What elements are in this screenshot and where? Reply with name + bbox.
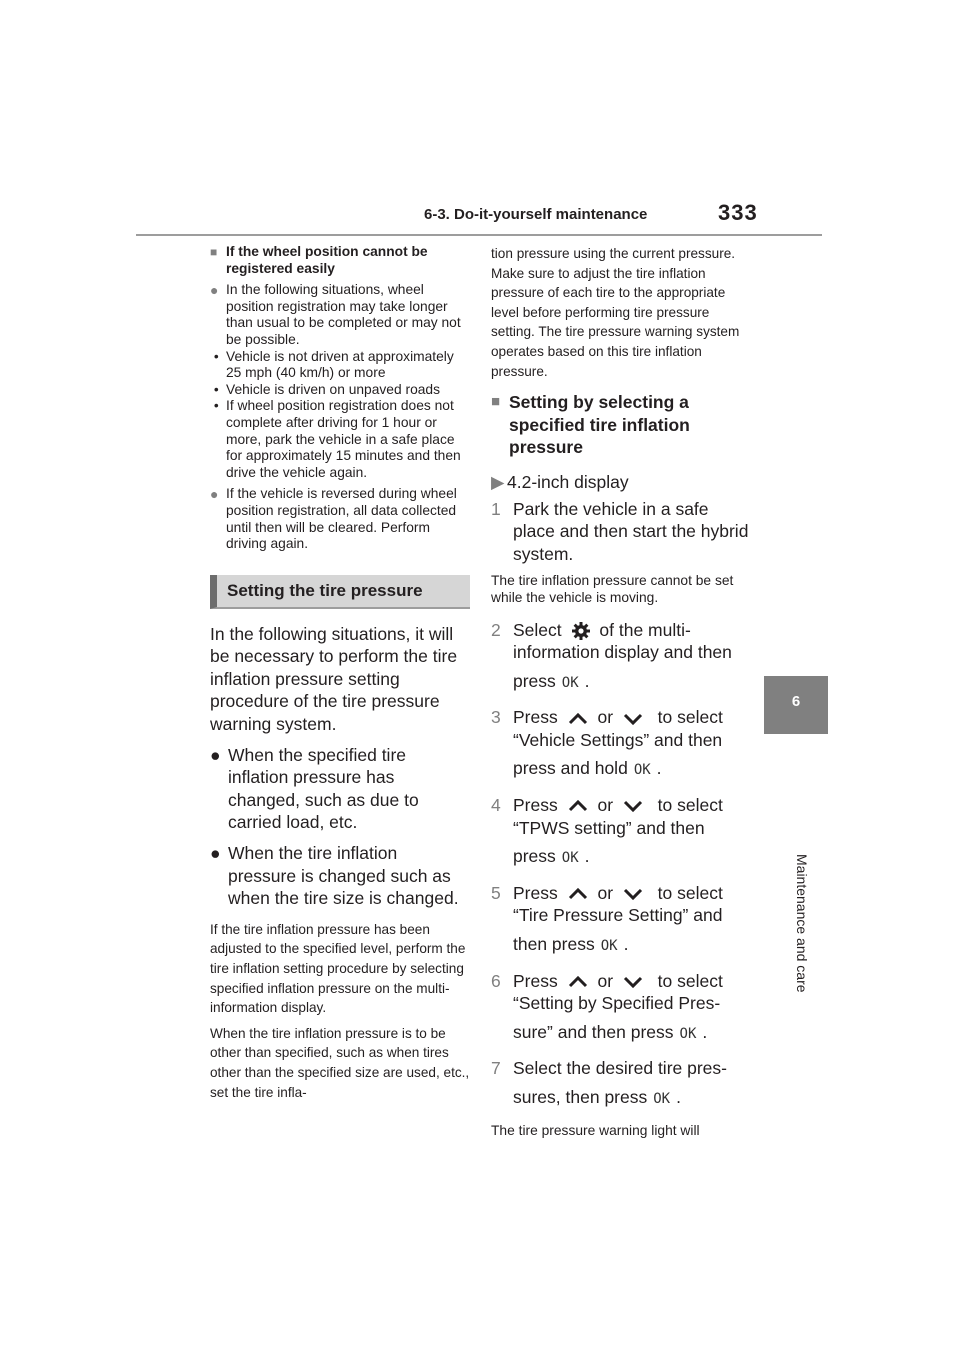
section-title: 6-3. Do-it-yourself maintenance	[424, 206, 648, 223]
ok-button-icon: OK	[561, 850, 579, 867]
filled-dot-icon: ●	[210, 843, 221, 864]
list-item: ● In the following situations, wheel position registration may take longer than usual to be completed or may not be possible.	[210, 282, 461, 347]
ok-button-icon: OK	[653, 1091, 671, 1107]
step-7: 7 Select the desired tire pres- sures, then press OK .	[491, 1058, 727, 1107]
ok-button-icon: OK	[600, 938, 618, 955]
section-heading: Setting the tire pressure	[210, 575, 470, 609]
circle-bullet-icon: ●	[210, 486, 219, 503]
chevron-down-icon	[622, 799, 644, 813]
chevron-up-icon	[567, 799, 589, 813]
square-marker-icon: ■	[491, 393, 501, 411]
note-paragraph: When the tire inflation pressure is to be other than specified, such as when tires other than the specified size are used, etc., set the tire infla-	[210, 1025, 470, 1100]
circle-bullet-icon: ●	[210, 282, 219, 299]
list-item: • If wheel position registration does not complete after driving for 1 hour or more, park the vehicle in a safe place for approximately 15 minutes and then drive the vehicle again.	[210, 398, 461, 480]
ok-button-icon: OK	[561, 674, 579, 691]
step-3: 3 Press or to select “Vehicle Settings” and then press and hold OK .	[491, 707, 723, 779]
step-5: 5 Press or to select “Tire Pressure Setting” and then press OK .	[491, 882, 723, 955]
list-item: ● When the tire inflation pressure is changed such as when the tire size is changed.	[210, 843, 459, 909]
chapter-label: Maintenance and care	[794, 854, 810, 993]
ok-button-icon: OK	[633, 762, 651, 779]
chevron-up-icon	[567, 887, 589, 901]
page-number: 333	[718, 200, 758, 225]
chevron-up-icon	[567, 975, 589, 989]
ok-button-icon: OK	[679, 1025, 697, 1042]
chevron-up-icon	[567, 712, 589, 726]
list-item: • Vehicle is not driven at approximately 25 mph (40 km/h) or more	[210, 348, 454, 381]
right-column	[491, 244, 755, 1139]
chevron-down-icon	[622, 975, 644, 989]
subheading: ■ Setting by selecting a specified tire inflation pressure	[491, 392, 690, 458]
filled-dot-icon: ●	[210, 744, 221, 765]
chapter-tab: 6	[764, 676, 828, 734]
intro-paragraph: In the following situations, it will be necessary to perform the tire inflation pressure setting procedure of the tire pressure warning system.	[210, 623, 458, 735]
list-item: • Vehicle is driven on unpaved roads	[210, 381, 440, 397]
chevron-down-icon	[622, 887, 644, 901]
header-rule	[136, 234, 822, 236]
dot-bullet-icon: •	[210, 398, 219, 414]
display-label: ▶ 4.2-inch display	[491, 471, 629, 492]
triangle-bullet-icon: ▶	[491, 471, 505, 492]
subheading: ■ If the wheel position cannot be registered easily	[210, 244, 428, 276]
square-marker-icon: ■	[210, 245, 218, 259]
step-2: 2 Select of the multi-information display and then press OK .	[491, 619, 732, 691]
step-1: 1 Park the vehicle in a safe place and then start the hybrid system.	[491, 498, 749, 564]
note-paragraph: If the tire inflation pressure has been adjusted to the specified level, perform the tire inflation setting procedure by selecting specified inflation pressure on the multi-information display.	[210, 921, 466, 1016]
dot-bullet-icon: •	[210, 348, 219, 364]
step-note: The tire pressure warning light will	[491, 1122, 700, 1138]
chevron-down-icon	[622, 712, 644, 726]
dot-bullet-icon: •	[210, 381, 219, 397]
list-item: ● If the vehicle is reversed during wheel position registration, all data collected until then will be cleared. Perform driving again.	[210, 486, 457, 552]
step-note: The tire inflation pressure cannot be set while the vehicle is moving.	[491, 573, 734, 605]
note-paragraph: tion pressure using the current pressure. Make sure to adjust the tire inflation pressure of each tire to the appropriate level before performing tire pressure setting. The tire pressure warning system operates based on this tire inflation pressure.	[491, 246, 740, 379]
step-4: 4 Press or to select “TPWS setting” and then press OK .	[491, 795, 723, 867]
left-column	[210, 244, 470, 1102]
step-6: 6 Press or to select “Setting by Specified Pres- sure” and then press OK .	[491, 970, 723, 1042]
gear-icon	[571, 621, 591, 641]
list-item: ● When the specified tire inflation pressure has changed, such as due to carried load, etc.	[210, 744, 419, 833]
